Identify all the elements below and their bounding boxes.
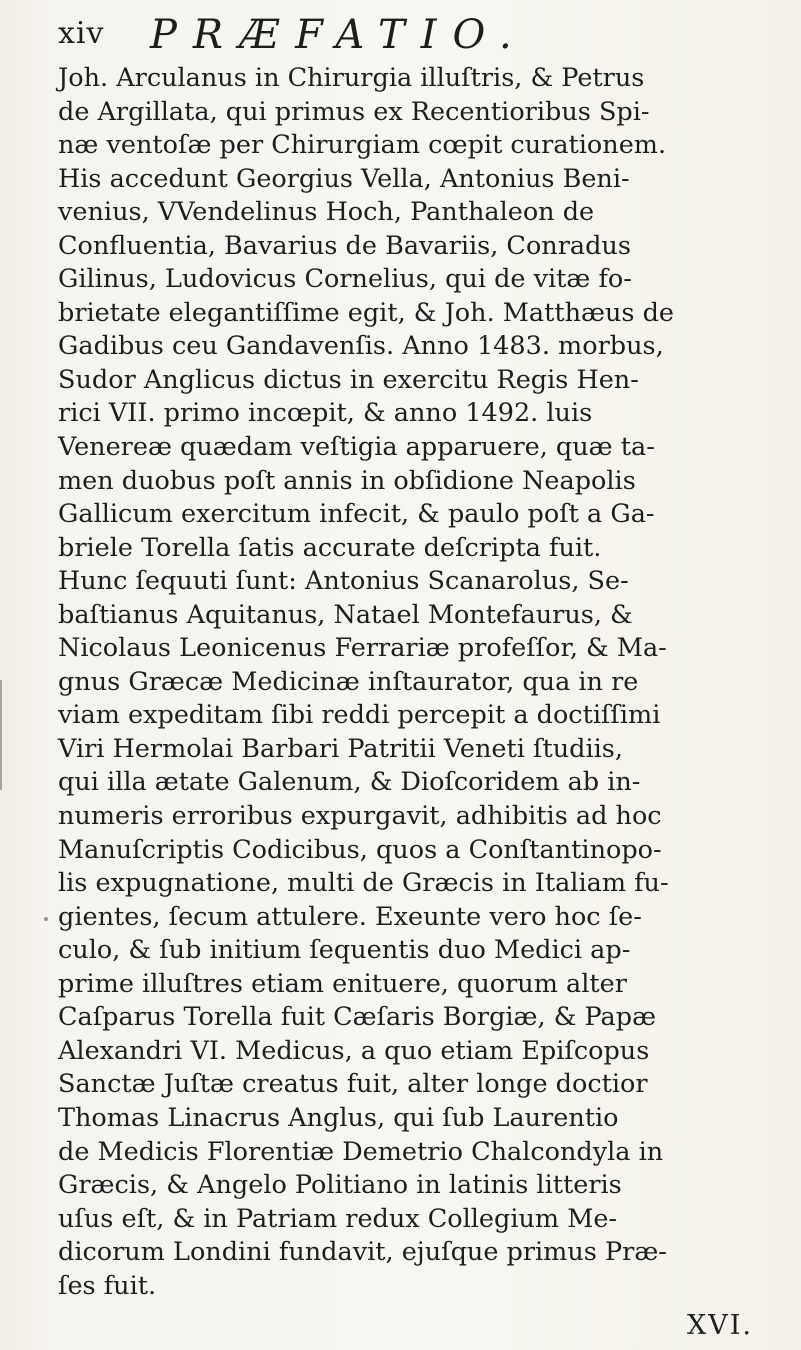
text-line: Confluentia, Bavarius de Bavariis, Conradus <box>58 230 631 261</box>
text-line: dicorum Londini fundavit, ejuſque primus Præ- <box>58 1237 667 1268</box>
text-line: Gallicum exercitum infecit, & paulo poſt a Ga- <box>58 499 655 530</box>
text-line: Gadibus ceu Gandavenſis. Anno 1483. morbus, <box>58 331 664 362</box>
text-line: rici VII. primo incœpit, & anno 1492. luis <box>58 398 593 429</box>
text-line: qui illa ætate Galenum, & Dioſcoridem ab in- <box>58 767 641 798</box>
catchword: XVI. <box>687 1310 753 1341</box>
text-line: viam expeditam ſibi reddi percepit a doctiſſimi <box>58 700 661 731</box>
text-line: Venereæ quædam veſtigia apparuere, quæ ta- <box>58 432 655 463</box>
text-line: Sudor Anglicus dictus in exercitu Regis Hen- <box>58 364 639 395</box>
text-line: Manuſcriptis Codicibus, quos a Conſtantinopo- <box>58 834 662 865</box>
text-line: de Argillata, qui primus ex Recentioribus Spi- <box>58 96 650 127</box>
text-line: baſtianus Aquitanus, Natael Montefaurus, & <box>58 599 633 630</box>
body-text <box>58 62 763 1303</box>
text-line: lis expugnatione, multi de Græcis in Italiam fu- <box>58 868 669 899</box>
text-line: næ ventoſæ per Chirurgiam cœpit curationem. <box>58 130 667 161</box>
text-line: Nicolaus Leonicenus Ferrariæ profeſſor, & Ma- <box>58 633 667 664</box>
text-line: Alexandri VI. Medicus, a quo etiam Epiſcopus <box>58 1035 650 1066</box>
page-speck <box>44 917 48 921</box>
text-line: numeris erroribus expurgavit, adhibitis ad hoc <box>58 801 662 832</box>
text-line: prime illuſtres etiam enituere, quorum alter <box>58 968 627 999</box>
text-line: brietate elegantiſſime egit, & Joh. Matthæus de <box>58 297 675 328</box>
text-line: Græcis, & Angelo Politiano in latinis litteris <box>58 1170 622 1201</box>
text-line: ſes fuit. <box>58 1270 157 1301</box>
text-line: de Medicis Florentiæ Demetrio Chalcondyla in <box>58 1136 664 1167</box>
text-line: uſus eſt, & in Patriam redux Collegium Me- <box>58 1203 618 1234</box>
text-line: Gilinus, Ludovicus Cornelius, qui de vitæ fo- <box>58 264 632 295</box>
text-line: men duobus poſt annis in obſidione Neapolis <box>58 465 636 496</box>
text-line: Hunc ſequuti ſunt: Antonius Scanarolus, Se- <box>58 566 629 597</box>
page-header <box>50 10 750 62</box>
gutter-mark <box>0 680 2 790</box>
text-line: Thomas Linacrus Anglus, qui ſub Laurentio <box>58 1102 619 1133</box>
text-line: Viri Hermolai Barbari Patritii Veneti ſtudiis, <box>58 733 623 764</box>
text-line: His accedunt Georgius Vella, Antonius Beni- <box>58 163 630 194</box>
page-number: xiv <box>58 16 105 51</box>
text-line: gnus Græcæ Medicinæ inſtaurator, qua in re <box>58 666 639 697</box>
text-line: Caſparus Torella fuit Cæſaris Borgiæ, & Papæ <box>58 1002 657 1033</box>
text-line: culo, & ſub initium ſequentis duo Medici ap- <box>58 935 631 966</box>
text-line: venius, VVendelinus Hoch, Panthaleon de <box>58 197 595 228</box>
running-title: PRÆFATIO. <box>150 12 528 58</box>
text-line: briele Torella ſatis accurate deſcripta fuit. <box>58 532 602 563</box>
text-line: Sanctæ Juſtæ creatus fuit, alter longe doctior <box>58 1069 648 1100</box>
text-line: Joh. Arculanus in Chirurgia illuſtris, & Petrus <box>58 63 645 93</box>
text-line: gientes, ſecum attulere. Exeunte vero hoc ſe- <box>58 901 642 932</box>
